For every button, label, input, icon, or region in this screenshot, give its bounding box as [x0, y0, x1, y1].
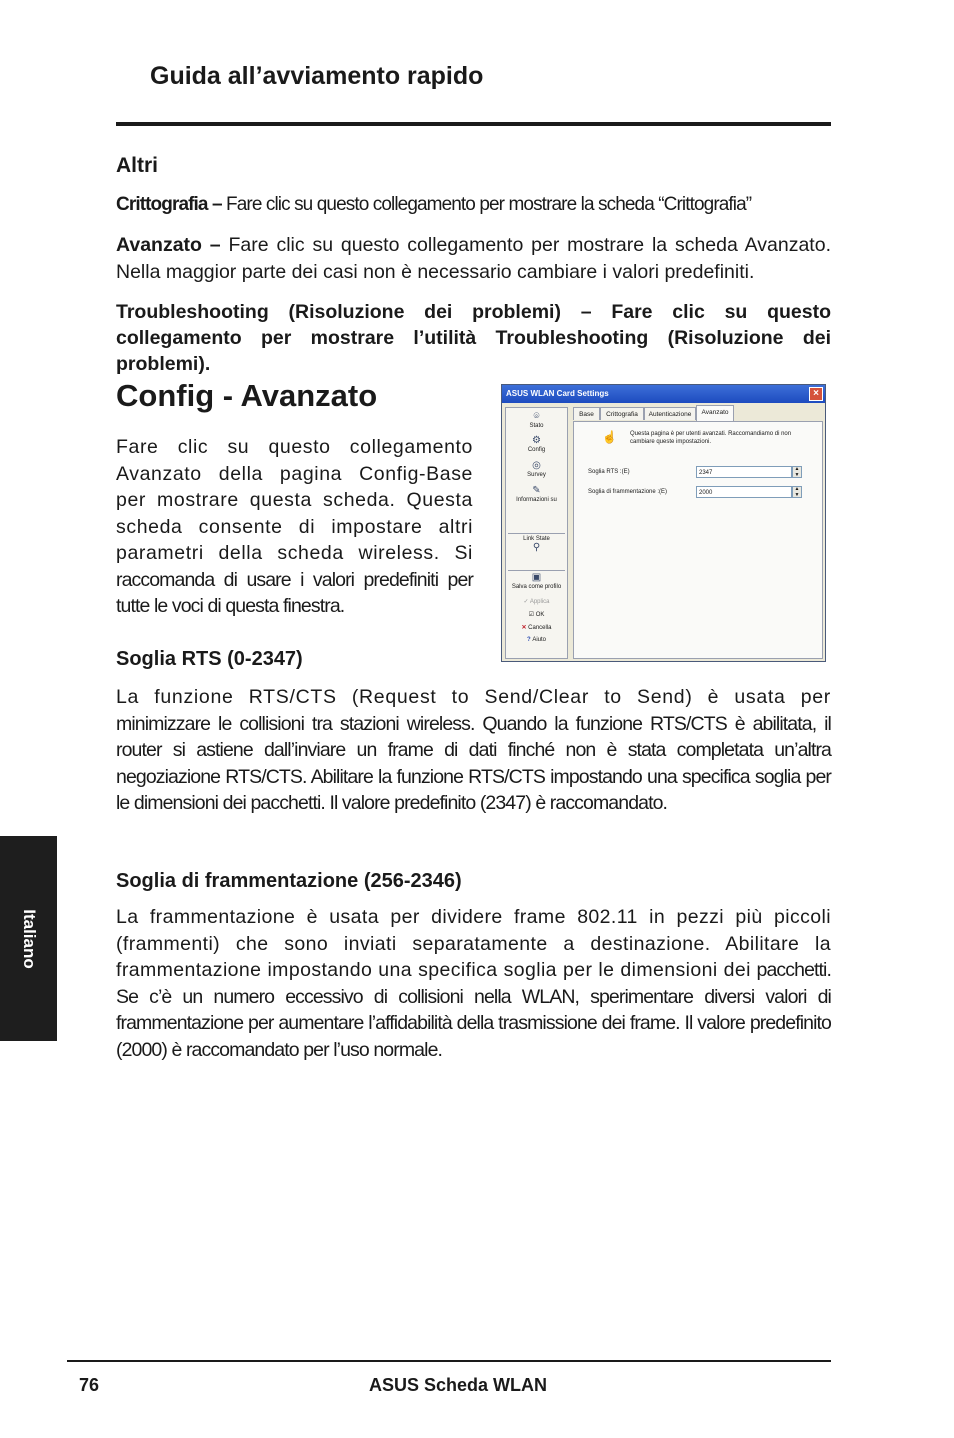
nav-item-config[interactable]: ⚙ Config: [527, 435, 546, 453]
altri-heading: Altri: [116, 154, 158, 177]
tab-base[interactable]: Base: [573, 407, 600, 420]
rts-paragraph: [116, 684, 831, 817]
ok-icon: ☑: [528, 612, 536, 618]
crittografia-text: Fare clic su questo collegamento per mostrare la scheda “Crittografia”: [221, 194, 752, 215]
page-number: 76: [79, 1375, 100, 1395]
header-rule: [116, 122, 831, 126]
avanzato-term: Avanzato –: [116, 234, 221, 256]
language-label: Italiano: [19, 908, 39, 969]
tab-crittografia[interactable]: Crittografia: [600, 407, 644, 420]
window-titlebar: [502, 385, 825, 403]
frag-paragraph: [116, 904, 831, 1063]
tab-avanzato[interactable]: Avanzato: [696, 405, 734, 421]
hand-icon: ☝: [602, 430, 617, 444]
wlan-settings-window: [501, 384, 826, 662]
nav-item-informazioni[interactable]: ✎ Informazioni su: [516, 485, 557, 503]
help-icon: ?: [526, 637, 533, 643]
close-icon[interactable]: ×: [809, 387, 823, 401]
nav-panel: [505, 407, 568, 659]
footer-rule: [67, 1360, 831, 1362]
nav-item-salva[interactable]: ▣ Salva come profilo: [511, 572, 562, 590]
page-header-title: Guida all’avviamento rapido: [150, 62, 484, 90]
crittografia-paragraph: [116, 192, 831, 219]
nav-separator: [508, 533, 565, 534]
avanzato-paragraph: [116, 232, 831, 285]
rts-text-part-a: La funzione RTS/CTS (Request to Send/Clear to Send) è usata per: [116, 686, 831, 708]
survey-icon: ◎: [532, 460, 541, 471]
link-state-icon: ⚲: [532, 542, 541, 553]
config-avanzato-heading: Config - Avanzato: [116, 378, 378, 413]
troubleshooting-paragraph: Troubleshooting (Risoluzione dei problemi) – Fare clic su questo collegamento per mostrare l’utilità Troubleshooting (Risoluzione dei problemi).: [116, 301, 831, 375]
frag-threshold-input[interactable]: 2000: [696, 486, 792, 498]
rts-heading: Soglia RTS (0-2347): [116, 648, 303, 670]
rts-text-part-b: minimizzare le collisioni tra stazioni wireless. Quando la funzione RTS/CTS è abilitata, il router si astiene dall’inviare un frame di dati finché non è stata completata un’altra negoziazione RTS/CTS. Abilitare la funzione RTS/CTS impostando una specifica soglia per le dimensioni dei pacchetti. Il valore predefinito (2347) è raccomandato.: [116, 712, 831, 814]
nav-separator: [508, 570, 565, 571]
nav-item-ok[interactable]: ☑ OK: [528, 612, 545, 618]
nav-item-aiuto[interactable]: ? Aiuto: [526, 637, 547, 643]
window-title: ASUS WLAN Card Settings: [506, 389, 609, 398]
language-side-tab: [0, 836, 57, 1041]
nav-item-stato[interactable]: ⌾ Stato: [529, 411, 544, 429]
apply-icon: ✓: [523, 599, 530, 605]
tab-content: [573, 421, 823, 659]
nav-item-cancella[interactable]: ✕ Cancella: [521, 625, 552, 631]
frag-text-part-a: La frammentazione è usata per dividere frame 802.11 in pezzi più piccoli (frammenti) che sono inviati separatamente a destinazione. Abilitare la frammentazione impostando una specifica soglia per le dimensioni dei: [116, 906, 831, 981]
frag-threshold-label: Soglia di frammentazione :(E): [588, 489, 668, 495]
nav-item-survey[interactable]: ◎ Survey: [527, 460, 546, 478]
avanzato-text: Fare clic su questo collegamento per mostrare la scheda Avanzato. Nella maggior parte dei casi non è necessario cambiare i valori predefiniti.: [116, 234, 831, 283]
footer-title: ASUS Scheda WLAN: [369, 1375, 548, 1395]
nav-item-applica[interactable]: ✓ Applica: [523, 599, 550, 605]
rts-threshold-input[interactable]: 2347: [696, 466, 792, 478]
rts-threshold-stepper[interactable]: ▲ ▼: [792, 466, 802, 478]
save-profile-icon: ▣: [531, 572, 542, 583]
advanced-warning-note: Questa pagina è per utenti avanzati. Raccomandiamo di non cambiare queste impostazioni.: [630, 431, 792, 445]
crittografia-term: Crittografia –: [116, 194, 222, 215]
status-icon: ⌾: [533, 411, 540, 422]
config-intro-paragraph: [116, 434, 473, 620]
config-intro-part-b: raccomanda di usare i valori predefiniti per tutte le voci di questa finestra.: [116, 568, 473, 617]
frag-threshold-stepper[interactable]: ▲ ▼: [792, 486, 802, 498]
config-icon: ⚙: [532, 435, 541, 446]
frag-text-part-b: pacchetti. Se c’è un numero eccessivo di collisioni nella WLAN, sperimentare diversi valori di frammentazione per aumentare l’affidabilità della trasmissione dei frame. Il valore predefinito (2000) è raccomandato per l’uso normale.: [116, 959, 831, 1061]
nav-item-link-state[interactable]: Link State ⚲: [523, 536, 550, 553]
info-icon: ✎: [532, 485, 541, 496]
tab-autenticazione[interactable]: Autenticazione: [644, 407, 696, 420]
config-intro-part-a: Fare clic su questo collegamento Avanzato della pagina Config-Base per mostrare questa scheda. Questa scheda consente di impostare altri parametri della scheda wireless. Si: [116, 436, 473, 564]
rts-threshold-label: Soglia RTS :(E): [588, 469, 630, 475]
cancel-icon: ✕: [521, 625, 529, 631]
frag-heading: Soglia di frammentazione (256-2346): [116, 870, 462, 892]
